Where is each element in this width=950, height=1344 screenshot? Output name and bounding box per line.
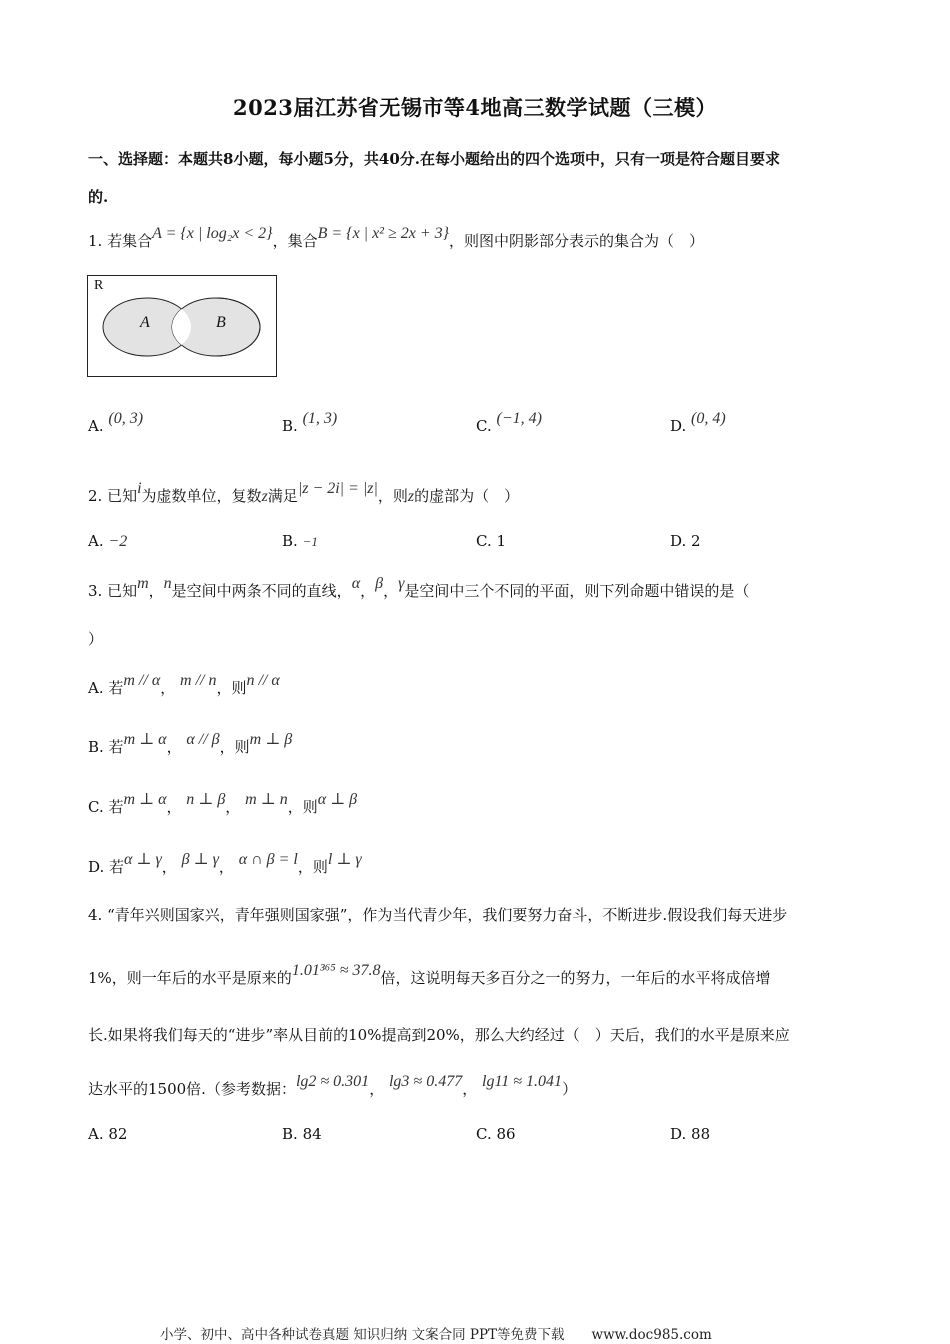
question-3-stem: 3. 已知m，n是空间中两条不同的直线，α，β，γ是空间中三个不同的平面，则下列命题中错误的是（: [88, 575, 750, 600]
question-4-line4: 达水平的1500倍.（参考数据：lg2 ≈ 0.301， lg3 ≈ 0.477， lg11 ≈ 1.041）: [88, 1073, 578, 1098]
question-2-stem: 2. 已知i为虚数单位，复数z满足|z − 2i| = |z|，则z的虚部为（ ）: [88, 480, 520, 505]
q4-option-c[interactable]: C. 86: [476, 1125, 516, 1143]
q3-option-d[interactable]: D. 若α ⊥ γ， β ⊥ γ， α ∩ β = l，则l ⊥ γ: [88, 851, 362, 876]
q3-option-b[interactable]: B. 若m ⊥ α， α // β，则m ⊥ β: [88, 731, 293, 756]
question-4-line2: 1%，则一年后的水平是原来的1.01³⁶⁵ ≈ 37.8倍，这说明每天多百分之一的努力，一年后的水平将成倍增: [88, 962, 771, 987]
venn-universe-label: R: [94, 278, 104, 293]
page-title: 2023届江苏省无锡市等4地高三数学试题（三模）: [232, 95, 718, 120]
q2-option-d[interactable]: D. 2: [670, 532, 701, 550]
set-a-definition: A = {x | log₂x < 2}: [152, 225, 273, 242]
q2-option-a[interactable]: A. −2: [88, 532, 128, 550]
q4-option-b[interactable]: B. 84: [282, 1125, 322, 1143]
q4-option-d[interactable]: D. 88: [670, 1125, 711, 1143]
page-footer: 小学、初中、高中各种试卷真题 知识归纳 文案合同 PPT等免费下载 www.doc985.com: [160, 1327, 712, 1343]
q4-option-a[interactable]: A. 82: [88, 1125, 128, 1143]
question-3-stem-cont: ）: [88, 630, 104, 648]
venn-diagram: [87, 275, 277, 377]
q3-option-a[interactable]: A. 若m // α， m // n，则n // α: [88, 672, 280, 697]
q1-option-c[interactable]: C. (−1, 4): [476, 410, 542, 435]
q3-option-c[interactable]: C. 若m ⊥ α， n ⊥ β， m ⊥ n，则α ⊥ β: [88, 791, 358, 816]
set-b-definition: B = {x | x² ≥ 2x + 3}: [317, 225, 450, 242]
growth-formula: 1.01³⁶⁵ ≈ 37.8: [291, 962, 381, 979]
q2-option-b[interactable]: B. −1: [282, 532, 318, 550]
q1-option-d[interactable]: D. (0, 4): [670, 410, 726, 435]
q1-option-a[interactable]: A. (0, 3): [88, 410, 144, 435]
question-4-line3: 长.如果将我们每天的“进步”率从目前的10%提高到20%，那么大约经过（ ）天后，我们的水平是原来应: [88, 1026, 790, 1044]
venn-circles: [88, 276, 276, 376]
venn-label-b: B: [216, 314, 226, 331]
section-instruction-line2: 的.: [88, 188, 109, 206]
section-instruction-line1: 一、选择题：本题共8小题，每小题5分，共40分.在每小题给出的四个选项中，只有一项是符合题目要求: [88, 150, 780, 168]
question-1-stem: 1. 若集合A = {x | log₂x < 2}，集合B = {x | x² ≥ 2x + 3}，则图中阴影部分表示的集合为（ ）: [88, 225, 705, 250]
q1-option-b[interactable]: B. (1, 3): [282, 410, 338, 435]
question-4-line1: 4. “青年兴则国家兴，青年强则国家强”，作为当代青少年，我们要努力奋斗，不断进步.假设我们每天进步: [88, 906, 788, 924]
venn-label-a: A: [140, 314, 150, 331]
q2-option-c[interactable]: C. 1: [476, 532, 507, 550]
